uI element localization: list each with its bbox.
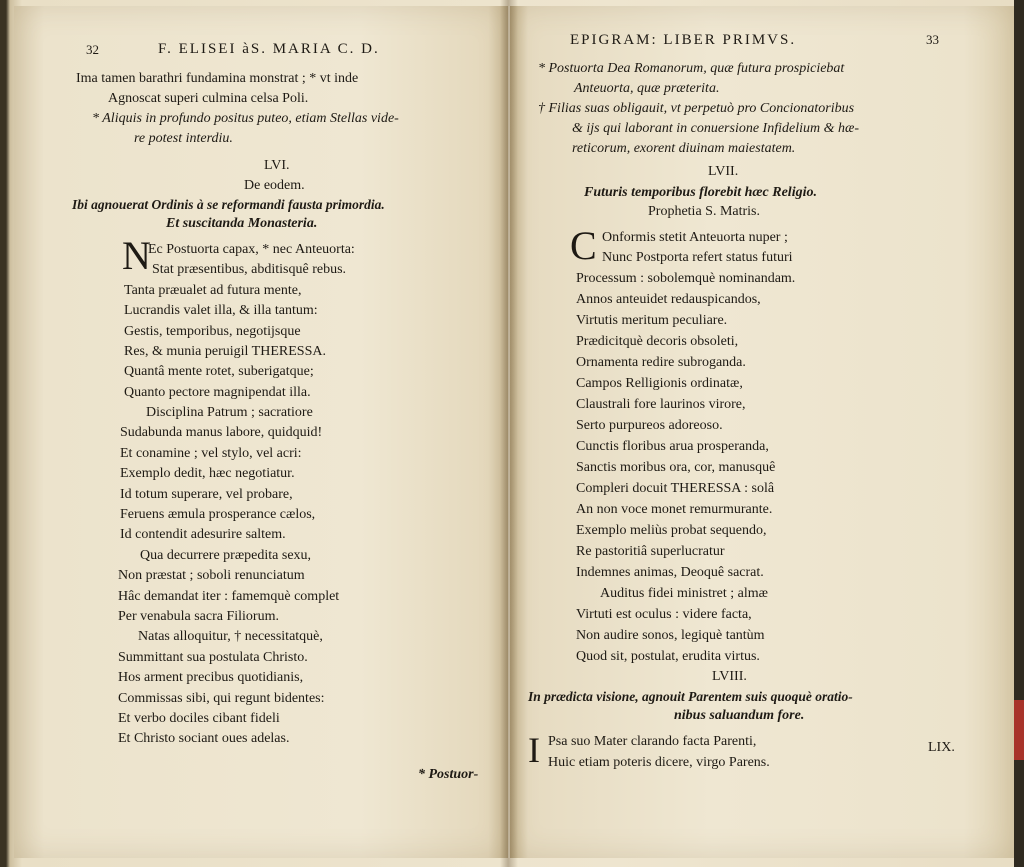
note-line: reticorum, exorent diuinam maiestatem. — [572, 141, 796, 156]
poem-line: Non præstat ; soboli renunciatum — [118, 568, 305, 583]
poem-line: Virtuti est oculus : videre facta, — [576, 607, 752, 622]
poem-line: Virtutis meritum peculiare. — [576, 313, 728, 328]
catchword: LIX. — [928, 740, 955, 755]
footnote-line: re potest interdiu. — [134, 131, 233, 146]
section-subtitle: Ibi agnouerat Ordinis à se reformandi fausta primordia. — [72, 197, 385, 212]
note-line: & ijs qui laborant in conuersione Infidelium & hæ- — [572, 121, 859, 136]
text-line: Ima tamen barathri fundamina monstrat ; * vt inde — [76, 71, 359, 86]
section-subtitle: Et suscitanda Monasteria. — [166, 216, 318, 231]
poem-line: Compleri docuit THERESSA : solâ — [576, 481, 775, 496]
poem-line: Exemplo meliùs probat sequendo, — [576, 523, 767, 538]
section-title: In prædicta visione, agnouit Parentem suis quoquè oratio- — [528, 689, 853, 704]
poem-line: Exemplo dedit, hæc negotiatur. — [120, 466, 295, 481]
right-running-head: EPIGRAM: LIBER PRIMVS. — [570, 32, 797, 48]
poem-line: Et Christo sociant oues adelas. — [118, 731, 290, 746]
poem-line: Campos Relligionis ordinatæ, — [576, 376, 743, 391]
poem-line: Cunctis floribus arua prosperanda, — [576, 439, 769, 454]
drop-cap: C — [570, 223, 597, 268]
poem-line: Per venabula sacra Filiorum. — [118, 609, 279, 624]
poem-line: Onformis stetit Anteuorta nuper ; — [602, 230, 788, 245]
poem-line: Summittant sua postulata Christo. — [118, 650, 308, 665]
drop-cap: I — [528, 730, 540, 770]
poem-line: Hâc demandat iter : famemquè complet — [118, 589, 340, 604]
section-title: De eodem. — [244, 178, 305, 193]
poem-line: Feruens æmula prosperance cælos, — [120, 507, 316, 522]
poem-line: Gestis, temporibus, negotijsque — [124, 324, 301, 339]
poem-line: Et verbo dociles cibant fideli — [118, 711, 280, 726]
poem-line: Re pastoritiâ superlucratur — [576, 544, 725, 559]
footnote-line: * Aliquis in profundo positus puteo, etiam Stellas vide- — [92, 111, 399, 126]
drop-cap: N — [122, 233, 151, 278]
section-title: nibus saluandum fore. — [674, 708, 805, 723]
section-number: LVII. — [708, 164, 739, 179]
left-folio: 32 — [86, 42, 99, 57]
catchword: * Postuor- — [418, 767, 479, 782]
poem-line: Tanta præualet ad futura mente, — [124, 283, 302, 298]
note-line: * Postuorta Dea Romanorum, quæ futura prospiciebat — [538, 61, 845, 76]
poem-line: Ornamenta redire subroganda. — [576, 355, 746, 370]
poem-line: Quantâ mente rotet, suberigatque; — [124, 364, 314, 379]
poem-line: Hos arment precibus quotidianis, — [118, 670, 304, 685]
section-subtitle: Prophetia S. Matris. — [648, 204, 760, 219]
text-line: Agnoscat superi culmina celsa Poli. — [108, 91, 309, 106]
section-number: LVI. — [264, 158, 290, 173]
poem-line: Qua decurrere præpedita sexu, — [140, 548, 312, 563]
poem-line: Id contendit adesurire saltem. — [120, 527, 286, 542]
poem-line: Auditus fidei ministret ; almæ — [600, 586, 768, 601]
poem-line: Quanto pectore magnipendat illa. — [124, 385, 311, 400]
section-number: LVIII. — [712, 669, 747, 684]
poem-line: Indemnes animas, Deoquê sacrat. — [576, 565, 764, 580]
poem-line: Huic etiam poteris dicere, virgo Parens. — [548, 755, 770, 770]
page-edge-ribbon — [1014, 700, 1024, 760]
poem-line: Psa suo Mater clarando facta Parenti, — [548, 734, 757, 749]
poem-line: Id totum superare, vel probare, — [120, 487, 293, 502]
left-running-head: F. ELISEI àS. MARIA C. D. — [158, 41, 380, 57]
poem-line: Nunc Postporta refert status futuri — [602, 250, 793, 265]
poem-line: Processum : sobolemquè nominandam. — [576, 271, 796, 286]
poem-line: Non audire sonos, legiquè tantùm — [576, 628, 765, 643]
book-gutter — [500, 0, 518, 867]
note-line: Anteuorta, quæ præterita. — [574, 81, 720, 96]
poem-line: Disciplina Patrum ; sacratiore — [146, 405, 313, 420]
note-line: † Filias suas obligauit, vt perpetuò pro Concionatoribus — [538, 101, 855, 116]
poem-line: Serto purpureos adoreoso. — [576, 418, 723, 433]
poem-line: Claustrali fore laurinos virore, — [576, 397, 746, 412]
poem-line: An non voce monet remurmurante. — [576, 502, 773, 517]
poem-line: Lucrandis valet illa, & illa tantum: — [124, 303, 318, 318]
right-folio: 33 — [926, 32, 939, 47]
poem-line: Natas alloquitur, † necessitatquè, — [138, 629, 323, 644]
poem-line: Sudabunda manus labore, quidquid! — [120, 425, 323, 440]
poem-line: Commissas sibi, qui regunt bidentes: — [118, 691, 325, 706]
poem-line: Ec Postuorta capax, * nec Anteuorta: — [148, 242, 355, 257]
poem-line: Et conamine ; vel stylo, vel acri: — [120, 446, 302, 461]
poem-line: Sanctis moribus ora, cor, manusquê — [576, 460, 776, 475]
poem-line: Stat præsentibus, abditisquê rebus. — [152, 262, 347, 277]
poem-line: Res, & munia peruigil THERESSA. — [124, 344, 326, 359]
poem-line: Annos anteuidet redauspicandos, — [576, 292, 761, 307]
poem-line: Prædicitquè decoris obsoleti, — [576, 334, 739, 349]
section-title: Futuris temporibus florebit hæc Religio. — [584, 185, 817, 200]
poem-line: Quod sit, postulat, erudita virtus. — [576, 649, 760, 664]
